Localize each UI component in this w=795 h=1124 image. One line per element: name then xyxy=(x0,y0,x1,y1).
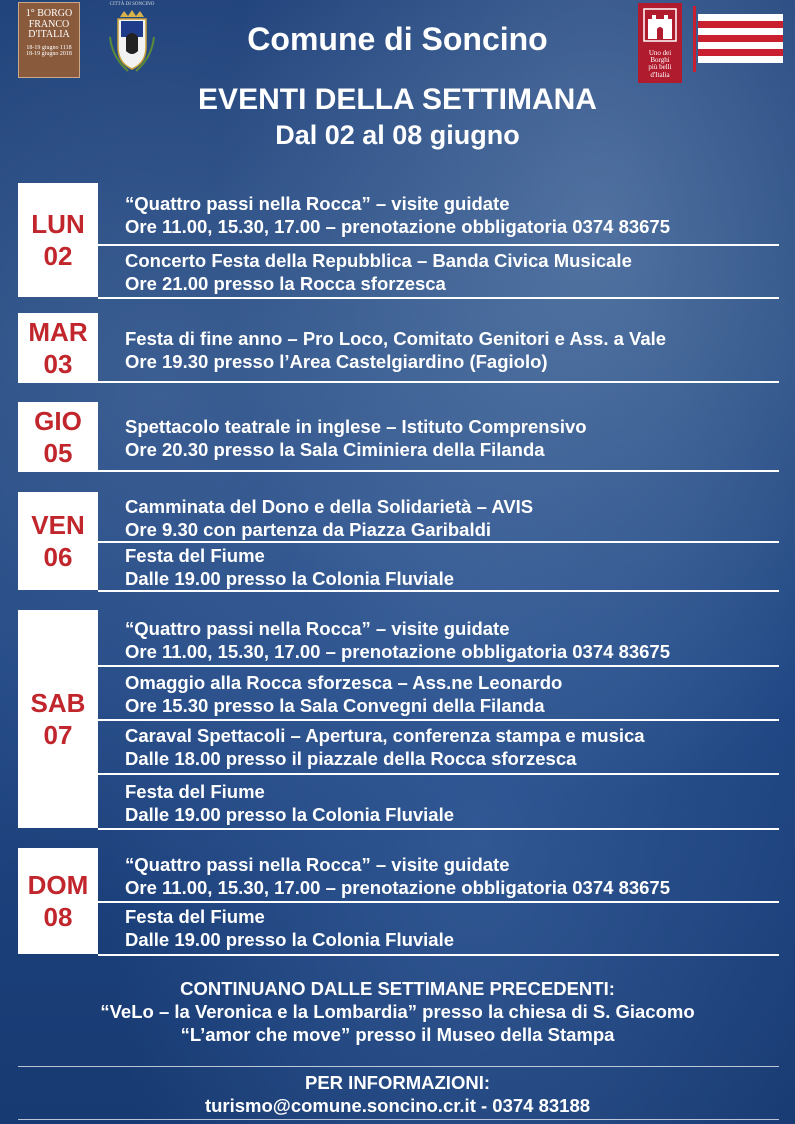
day-divider xyxy=(98,470,779,472)
event-divider xyxy=(98,541,779,543)
event-title: Concerto Festa della Repubblica – Banda Civica Musicale xyxy=(125,250,632,271)
event-title: Festa del Fiume xyxy=(125,545,265,566)
day-number: 05 xyxy=(43,438,73,468)
day-box-mar xyxy=(18,313,98,383)
event-divider xyxy=(98,719,779,721)
event-divider xyxy=(98,244,779,246)
continuing-item: “L’amor che move” presso il Museo della Stampa xyxy=(180,1024,615,1045)
event-details: Ore 21.00 presso la Rocca sforzesca xyxy=(125,273,446,294)
date-range: Dal 02 al 08 giugno xyxy=(275,120,520,150)
crest-caption: CITTÀ DI SONCINO xyxy=(109,2,155,7)
day-divider xyxy=(98,828,779,830)
event-title: Caraval Spettacoli – Apertura, conferenza stampa e musica xyxy=(125,725,645,746)
info-contact: turismo@comune.soncino.cr.it - 0374 83188 xyxy=(204,1095,591,1116)
logo-text: Uno dei xyxy=(648,48,672,57)
event-title: Spettacolo teatrale in inglese – Istituto Comprensivo xyxy=(125,416,587,437)
event-details: Ore 11.00, 15.30, 17.00 – prenotazione obbligatoria 0374 83675 xyxy=(125,641,671,662)
page-title: Comune di Soncino xyxy=(247,21,548,57)
event-title: Festa del Fiume xyxy=(125,781,265,802)
event-item xyxy=(125,724,785,770)
day-name: LUN xyxy=(31,209,85,239)
logo-text: più belli xyxy=(648,63,672,72)
logo-text: 18-19 giugno 2018 xyxy=(26,50,72,57)
logo-text: D'ITALIA xyxy=(28,29,70,40)
event-item xyxy=(125,192,785,238)
page-subtitle: EVENTI DELLA SETTIMANA xyxy=(198,83,597,116)
info-heading: PER INFORMAZIONI: xyxy=(305,1072,490,1093)
day-divider xyxy=(98,954,779,956)
day-box-ven xyxy=(18,492,98,590)
day-divider xyxy=(98,297,779,299)
day-name: MAR xyxy=(28,317,88,347)
footer-divider xyxy=(18,1119,779,1120)
event-item xyxy=(125,671,785,717)
day-name: DOM xyxy=(27,870,89,900)
event-item xyxy=(125,415,785,461)
event-title: Festa di fine anno – Pro Loco, Comitato Genitori e Ass. a Vale xyxy=(125,328,667,349)
event-item xyxy=(125,495,785,541)
event-item xyxy=(125,327,785,373)
day-name: SAB xyxy=(30,688,86,718)
event-details: Dalle 19.00 presso la Colonia Fluviale xyxy=(125,568,455,589)
day-number: 02 xyxy=(43,241,73,271)
info-section xyxy=(0,1071,795,1117)
event-details: Ore 20.30 presso la Sala Ciminiera della Filanda xyxy=(125,439,545,460)
logo-text: d'Italia xyxy=(650,70,670,79)
day-divider xyxy=(98,381,779,383)
logo-text: 18-19 giugno 1118 xyxy=(26,44,72,51)
day-box-sab xyxy=(18,610,98,828)
event-item xyxy=(125,249,785,295)
day-box-lun xyxy=(18,183,98,297)
footer-divider xyxy=(18,1066,779,1067)
continuing-section xyxy=(0,977,795,1046)
event-item xyxy=(125,905,785,951)
event-title: Festa del Fiume xyxy=(125,906,265,927)
event-details: Ore 11.00, 15.30, 17.00 – prenotazione obbligatoria 0374 83675 xyxy=(125,877,671,898)
event-details: Dalle 19.00 presso la Colonia Fluviale xyxy=(125,804,455,825)
day-number: 06 xyxy=(43,542,73,572)
day-divider xyxy=(98,590,779,592)
event-title: “Quattro passi nella Rocca” – visite guidate xyxy=(125,854,510,875)
logo-text: Borghi xyxy=(650,56,670,65)
logo-text: 1° BORGO xyxy=(25,8,73,19)
event-divider xyxy=(98,665,779,667)
event-title: Omaggio alla Rocca sforzesca – Ass.ne Leonardo xyxy=(125,672,563,693)
event-details: Dalle 18.00 presso il piazzale della Rocca sforzesca xyxy=(125,748,577,769)
day-number: 07 xyxy=(43,720,73,750)
event-divider xyxy=(98,773,779,775)
continuing-heading: CONTINUANO DALLE SETTIMANE PRECEDENTI: xyxy=(180,978,615,999)
day-box-dom xyxy=(18,848,98,954)
day-name: VEN xyxy=(31,510,85,540)
day-number: 03 xyxy=(43,349,73,379)
event-details: Dalle 19.00 presso la Colonia Fluviale xyxy=(125,929,455,950)
day-name: GIO xyxy=(34,406,82,436)
event-divider xyxy=(98,901,779,903)
event-title: Camminata del Dono e della Solidarietà – AVIS xyxy=(125,496,534,517)
event-title: “Quattro passi nella Rocca” – visite guidate xyxy=(125,193,510,214)
event-title: “Quattro passi nella Rocca” – visite guidate xyxy=(125,618,510,639)
continuing-item: “VeLo – la Veronica e la Lombardia” presso la chiesa di S. Giacomo xyxy=(100,1001,695,1022)
event-details: Ore 19.30 presso l’Area Castelgiardino (Fagiolo) xyxy=(125,351,548,372)
event-item xyxy=(125,780,785,826)
event-item xyxy=(125,544,785,590)
event-item xyxy=(125,617,785,663)
event-details: Ore 11.00, 15.30, 17.00 – prenotazione obbligatoria 0374 83675 xyxy=(125,216,671,237)
event-item xyxy=(125,853,785,899)
event-details: Ore 15.30 presso la Sala Convegni della Filanda xyxy=(125,695,545,716)
day-number: 08 xyxy=(43,902,73,932)
event-details: Ore 9.30 con partenza da Piazza Garibaldi xyxy=(125,519,492,540)
logo-text: FRANCO xyxy=(28,18,70,30)
day-box-gio xyxy=(18,402,98,472)
